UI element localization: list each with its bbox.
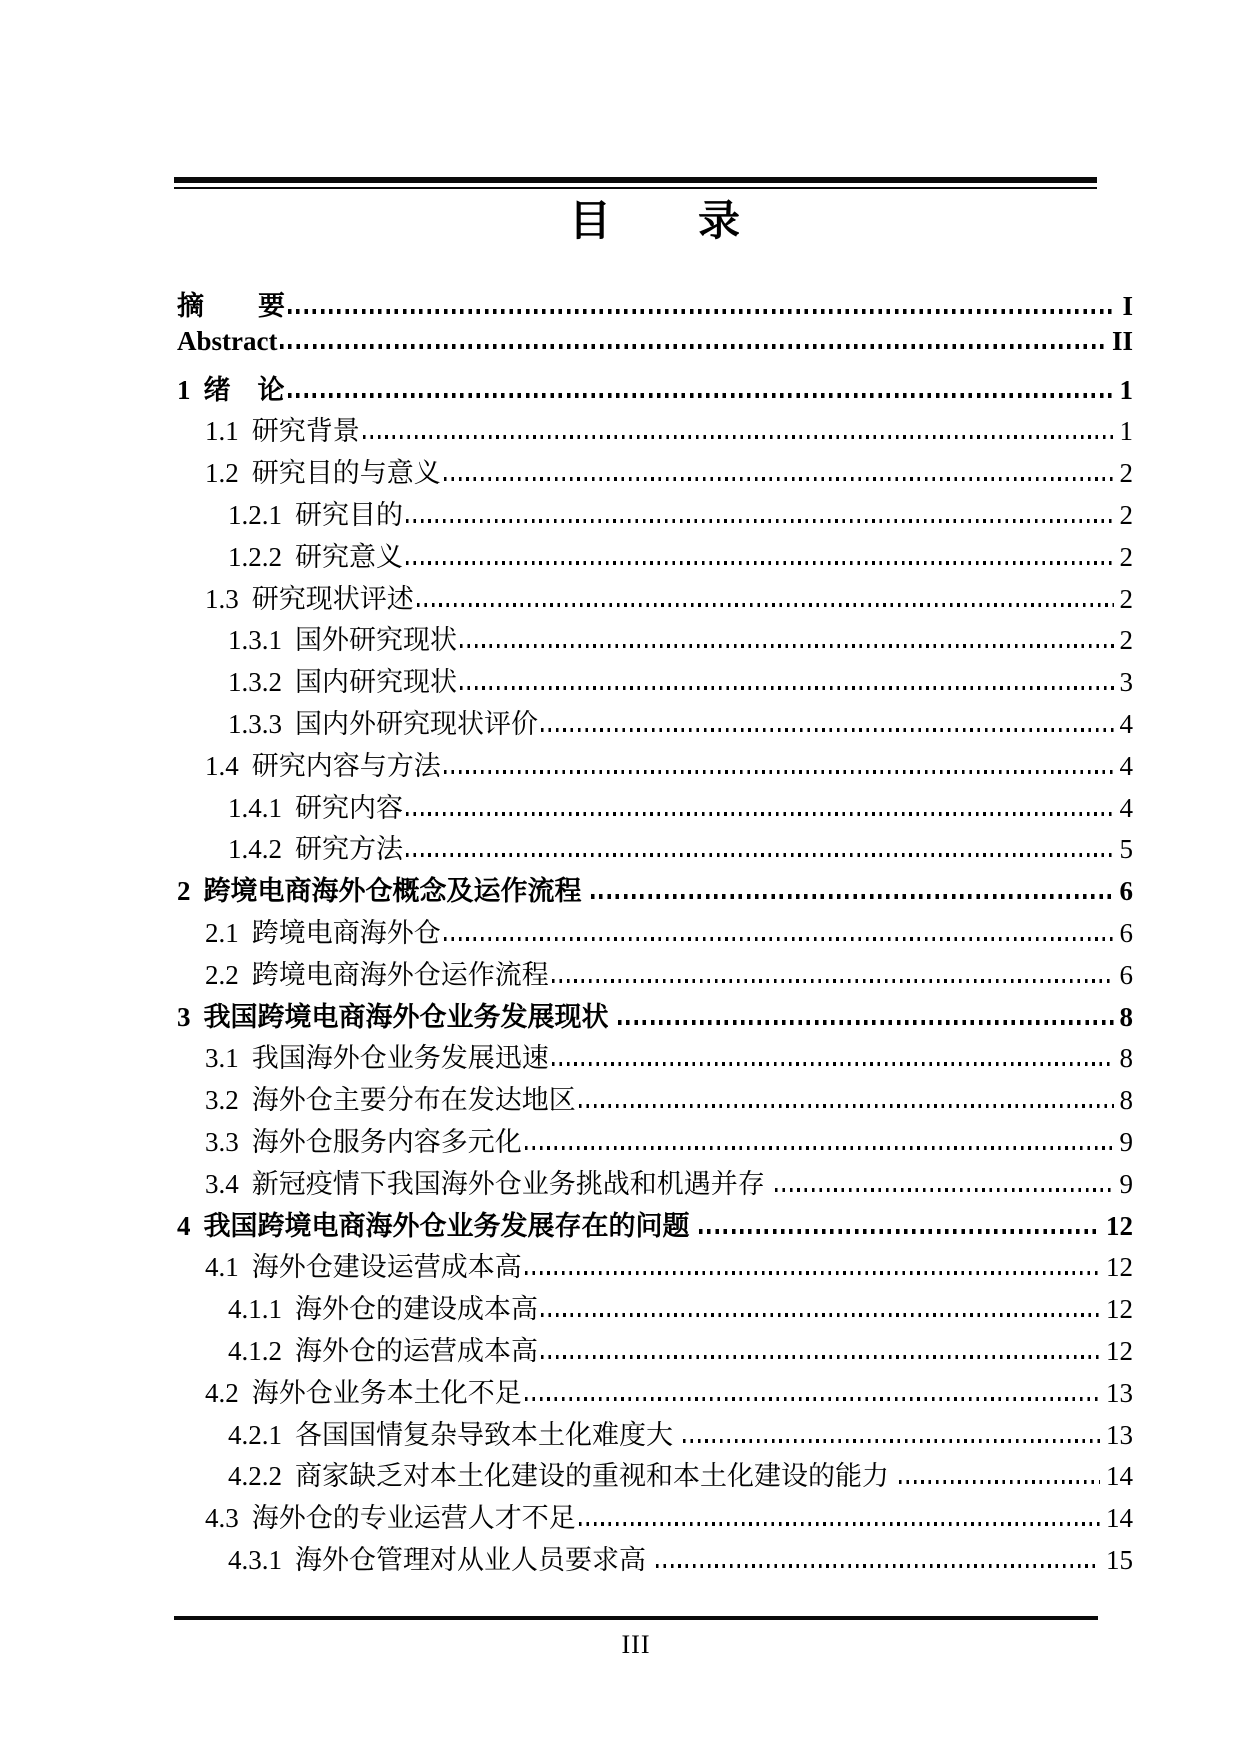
dot-leader xyxy=(406,561,1114,565)
toc-entry xyxy=(177,409,1133,451)
dot-leader xyxy=(460,686,1114,690)
toc-entry-number: 3.4 xyxy=(205,1168,239,1199)
dot-leader xyxy=(656,1564,1100,1568)
toc-entry-number: 4.2.2 xyxy=(228,1461,282,1492)
toc-entry-title: 研究内容与方法 xyxy=(251,750,441,781)
toc-entry-number: 4.2.1 xyxy=(228,1419,282,1450)
toc-entry xyxy=(177,1496,1133,1538)
toc-entry-number: 1.3.3 xyxy=(228,708,282,739)
toc-entry-title: 商家缺乏对本土化建设的重视和本土化建设的能力 xyxy=(295,1461,896,1492)
toc-entry-page: 13 xyxy=(1106,1419,1133,1450)
toc-entry-title: 跨境电商海外仓 xyxy=(251,917,441,948)
toc-entry-number: 4 xyxy=(177,1210,191,1241)
dot-leader xyxy=(417,603,1114,607)
toc-entry-page: 12 xyxy=(1106,1210,1133,1241)
toc-entry xyxy=(177,368,1133,410)
toc-entry xyxy=(177,702,1133,744)
toc-entry xyxy=(177,535,1133,577)
toc-entry-page: 2 xyxy=(1119,499,1133,530)
toc-entry-title: 新冠疫情下我国海外仓业务挑战和机遇并存 xyxy=(251,1168,772,1199)
dot-leader xyxy=(541,1313,1100,1317)
dot-leader xyxy=(541,728,1114,732)
toc-entry xyxy=(177,1413,1133,1455)
dot-leader xyxy=(444,477,1114,481)
toc-entry-title: 研究现状评述 xyxy=(251,583,414,614)
dot-leader xyxy=(444,937,1114,941)
toc-entry-number: 1.1 xyxy=(205,416,239,447)
toc-entry-number: 3.1 xyxy=(205,1043,239,1074)
toc-entry-number: 1.3 xyxy=(205,583,239,614)
footer-divider xyxy=(174,1616,1098,1620)
toc-entry-number: 2.1 xyxy=(205,917,239,948)
dot-leader xyxy=(899,1480,1100,1484)
toc-entry xyxy=(177,1120,1133,1162)
toc-entry xyxy=(177,493,1133,535)
toc-entry-title: 绪 论 xyxy=(203,374,285,405)
toc-entry-title: 研究内容 xyxy=(295,792,403,823)
toc-entry xyxy=(177,744,1133,786)
toc-entry-page: 12 xyxy=(1106,1294,1133,1325)
dot-leader xyxy=(525,1397,1100,1401)
dot-leader xyxy=(288,393,1114,398)
toc-entry-page: 13 xyxy=(1106,1377,1133,1408)
toc-entry xyxy=(177,1245,1133,1287)
toc-entry-number: 1.2 xyxy=(205,458,239,489)
dot-leader xyxy=(775,1188,1114,1192)
toc-entry-title: 我国跨境电商海外仓业务发展存在的问题 xyxy=(203,1210,697,1241)
toc-entry-page: 4 xyxy=(1119,750,1133,781)
toc-entry-number: 1.4 xyxy=(205,750,239,781)
toc-entry-page: 5 xyxy=(1119,834,1133,865)
toc-entry xyxy=(177,1036,1133,1078)
dot-leader xyxy=(525,1271,1100,1275)
toc-entry xyxy=(177,786,1133,828)
toc-entry-number: 2 xyxy=(177,876,191,907)
toc-entry-page: 14 xyxy=(1106,1503,1133,1534)
toc-entry-title: 国内研究现状 xyxy=(295,667,457,698)
toc-entry-page: I xyxy=(1122,291,1133,321)
toc-entry-title: 海外仓的建设成本高 xyxy=(295,1294,538,1325)
dot-leader xyxy=(591,894,1113,899)
toc-entry xyxy=(177,953,1133,995)
dot-leader xyxy=(579,1522,1100,1526)
toc-entry-title: 海外仓服务内容多元化 xyxy=(251,1126,522,1157)
toc-entry-page: 12 xyxy=(1106,1335,1133,1366)
toc-entry-title: 研究意义 xyxy=(295,541,403,572)
toc-entry-title: 摘 要 xyxy=(177,291,285,321)
toc-entry-page: 4 xyxy=(1119,708,1133,739)
toc-entry xyxy=(177,326,1133,368)
toc-entry xyxy=(177,284,1133,326)
toc-entry-number: 1.2.2 xyxy=(228,541,282,572)
dot-leader xyxy=(444,770,1114,774)
toc-entry-title: 我国海外仓业务发展迅速 xyxy=(251,1043,549,1074)
toc-entry-title: 海外仓的专业运营人才不足 xyxy=(251,1503,576,1534)
toc-entry xyxy=(177,995,1133,1037)
dot-leader xyxy=(460,644,1114,648)
dot-leader xyxy=(288,309,1116,314)
toc-entry-number: 4.3 xyxy=(205,1503,239,1534)
toc-entry-number: 1.4.2 xyxy=(228,834,282,865)
toc-entry-page: 8 xyxy=(1119,1001,1133,1032)
page-title: 目 录 xyxy=(568,199,741,245)
toc-entry xyxy=(177,1204,1133,1246)
toc-entry-title: 海外仓业务本土化不足 xyxy=(251,1377,522,1408)
toc-entry-page: 8 xyxy=(1119,1085,1133,1116)
toc-entry-title: 我国跨境电商海外仓业务发展现状 xyxy=(203,1001,616,1032)
toc-entry-page: 2 xyxy=(1119,541,1133,572)
toc-entry-number: 3.3 xyxy=(205,1126,239,1157)
toc-entry-number: 3.2 xyxy=(205,1085,239,1116)
toc-entry-page: 9 xyxy=(1119,1168,1133,1199)
dot-leader xyxy=(552,979,1114,983)
dot-leader xyxy=(541,1355,1100,1359)
toc-entry xyxy=(177,1538,1133,1580)
toc-entry-number: 3 xyxy=(177,1001,191,1032)
toc-list xyxy=(177,284,1133,1580)
toc-entry-title: 跨境电商海外仓运作流程 xyxy=(251,959,549,990)
toc-entry-page: 15 xyxy=(1106,1544,1133,1575)
toc-entry-page: 1 xyxy=(1119,374,1133,405)
toc-entry-page: 14 xyxy=(1106,1461,1133,1492)
dot-leader xyxy=(406,853,1114,857)
toc-entry xyxy=(177,869,1133,911)
toc-entry-page: 4 xyxy=(1119,792,1133,823)
toc-entry xyxy=(177,911,1133,953)
toc-entry-title: 国外研究现状 xyxy=(295,625,457,656)
toc-entry-number: 1 xyxy=(177,374,191,405)
dot-leader xyxy=(525,1146,1114,1150)
toc-entry xyxy=(177,1371,1133,1413)
toc-entry-page: 9 xyxy=(1119,1126,1133,1157)
toc-entry-title: 跨境电商海外仓概念及运作流程 xyxy=(203,876,589,907)
toc-entry-page: 2 xyxy=(1119,458,1133,489)
dot-leader xyxy=(406,519,1114,523)
toc-entry-title: 国内外研究现状评价 xyxy=(295,708,538,739)
dot-leader xyxy=(552,1062,1114,1066)
toc-entry-number: 4.3.1 xyxy=(228,1544,282,1575)
toc-entry-page: 12 xyxy=(1106,1252,1133,1283)
toc-entry-page: 6 xyxy=(1119,917,1133,948)
toc-entry xyxy=(177,1162,1133,1204)
toc-entry-number: 4.1 xyxy=(205,1252,239,1283)
toc-entry xyxy=(177,1454,1133,1496)
toc-entry-number: 4.1.1 xyxy=(228,1294,282,1325)
toc-entry xyxy=(177,577,1133,619)
toc-entry-number: 4.1.2 xyxy=(228,1335,282,1366)
toc-entry-number: 1.3.2 xyxy=(228,667,282,698)
toc-entry-page: 1 xyxy=(1119,416,1133,447)
toc-entry-page: 6 xyxy=(1119,959,1133,990)
toc-entry-title: 研究背景 xyxy=(251,416,360,447)
toc-entry-title: 研究目的与意义 xyxy=(251,458,441,489)
dot-leader xyxy=(363,435,1114,439)
toc-entry-page: 2 xyxy=(1119,583,1133,614)
dot-leader xyxy=(683,1439,1100,1443)
dot-leader xyxy=(406,812,1114,816)
dot-leader xyxy=(699,1229,1100,1234)
toc-entry xyxy=(177,1078,1133,1120)
toc-entry-title: Abstract xyxy=(177,325,278,356)
toc-entry-title: 海外仓建设运营成本高 xyxy=(251,1252,522,1283)
toc-entry xyxy=(177,827,1133,869)
toc-entry-number: 2.2 xyxy=(205,959,239,990)
footer-page-number: III xyxy=(621,1630,651,1659)
toc-entry-page: 8 xyxy=(1119,1043,1133,1074)
toc-entry-title: 海外仓主要分布在发达地区 xyxy=(251,1085,576,1116)
dot-leader xyxy=(579,1104,1114,1108)
toc-entry-number: 1.4.1 xyxy=(228,792,282,823)
toc-entry-title: 海外仓的运营成本高 xyxy=(295,1335,538,1366)
toc-entry-number: 4.2 xyxy=(205,1377,239,1408)
toc-entry xyxy=(177,1287,1133,1329)
toc-entry-number: 1.3.1 xyxy=(228,625,282,656)
toc-entry-page: 6 xyxy=(1119,876,1133,907)
header-divider xyxy=(174,177,1097,189)
toc-entry xyxy=(177,660,1133,702)
dot-leader xyxy=(618,1020,1113,1025)
toc-entry xyxy=(177,1329,1133,1371)
toc-entry xyxy=(177,618,1133,660)
toc-entry-title: 研究目的 xyxy=(295,499,403,530)
toc-entry-title: 各国国情复杂导致本土化难度大 xyxy=(295,1419,680,1450)
toc-entry xyxy=(177,451,1133,493)
toc-entry-number: 1.2.1 xyxy=(228,499,282,530)
dot-leader xyxy=(280,344,1106,349)
toc-entry-title: 研究方法 xyxy=(295,834,403,865)
toc-entry-page: II xyxy=(1111,325,1133,356)
toc-entry-page: 3 xyxy=(1119,667,1133,698)
toc-entry-title: 海外仓管理对从业人员要求高 xyxy=(295,1544,653,1575)
toc-entry-page: 2 xyxy=(1119,625,1133,656)
